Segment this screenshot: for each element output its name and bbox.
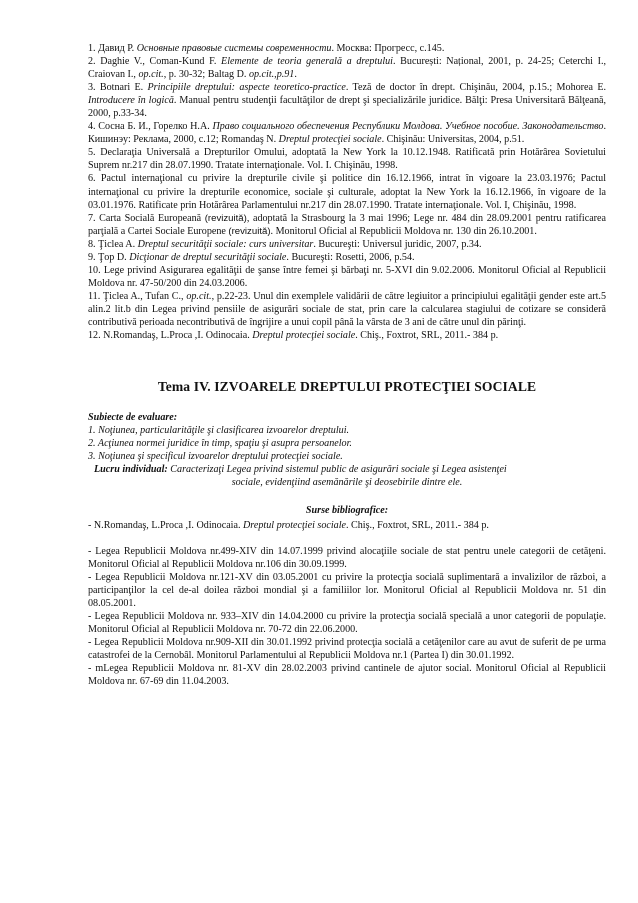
text-run: 7. Carta Socială Europeană bbox=[88, 212, 205, 224]
text-run: 4. Сосна Б. И., Горелко Н.А. bbox=[88, 121, 213, 133]
text-run: 8. Ţiclea A. bbox=[88, 238, 138, 250]
text-run: , adoptată la Strasbourg la 3 mai 1996; Lege nr. 484 din 28.09.2001 pentru ratificarea parţială a Cartei Sociale Europene bbox=[88, 212, 607, 237]
reference-item bbox=[88, 42, 606, 55]
law-item: - Legea Republicii Moldova nr.121-XV din 03.05.2001 cu privire la protecţia socială suplimentară a invalizilor de război, a participanţilor la cel de-al doilea război mondial şi a familiilor lor. Monitorul Oficial al Republicii Moldova nr. 51 din 08.05.2001. bbox=[88, 571, 606, 609]
bibliography-first bbox=[88, 519, 606, 532]
text-run: 10. Lege privind Asigurarea egalităţii de şanse între femei şi bărbaţi nr. 5-XVI din 9.02.2006. Monitorul Oficial al Republicii Moldova nr. 47-50/200 din 24.03.2006. bbox=[88, 264, 606, 289]
text-run: . Teză de doctor în drept. Chişinău, 2004, p.15.; Mohorea E. bbox=[345, 82, 607, 94]
text-run: . bbox=[294, 69, 297, 81]
text-run: 6. Pactul internaţional cu privire la drepturile civile şi politice din 16.12.1966, intrat în vigoare la 23.03.1976; Pactul internaţional cu privire la drepturile economice, sociale şi culturale, adoptat la New York la 16.12.1966, în vigoare de la 03.01.1976. Ratificate prin Hotărârea Parlamentului nr.217 din 28.07.1990. Tratate internaţionale. Vol. I, Chişinău, 1998. bbox=[88, 173, 606, 211]
reference-item bbox=[88, 251, 606, 264]
italic-text: Dreptul protecţiei sociale bbox=[243, 520, 346, 532]
text-run: . Manual pentru studenţii facultăţilor de drept şi specializările juridice. Bălţi: Presa Universitară Bălţeană, 2000, p.33-34. bbox=[88, 95, 606, 120]
evaluation-heading: Subiecte de evaluare: bbox=[88, 412, 178, 424]
italic-text: Elemente de teoria generală a dreptului bbox=[221, 56, 393, 68]
text-run: 12. N.Romandaş, L.Proca ,I. Odinocaia. bbox=[88, 330, 253, 342]
reference-item bbox=[88, 120, 606, 146]
evaluation-item: 1. Noţiunea, particularităţile şi clasificarea izvoarelor dreptului. bbox=[88, 425, 350, 437]
law-item: - Legea Republicii Moldova nr.499-XIV din 14.07.1999 privind alocaţiile sociale de stat pentru unele categorii de cetăţeni. Monitorul Oficial al Republicii Moldova nr.106 din 30.09.1999. bbox=[88, 545, 606, 570]
text-run: 5. Declaraţia Universală a Drepturilor Omului, adoptată la New York la 10.12.1948. Ratificată prin Hotărârea Sovietului Suprem nr.217 din 28.07.1990. Tratate internaţionale. Vol. I. Chişinău, 1998. bbox=[88, 147, 606, 172]
text-run: 3. Botnari E. bbox=[88, 82, 148, 94]
italic-text: Основные правовые системы современности bbox=[136, 43, 332, 54]
text-run: . Bucureşti: Universul juridic, 2007, p.34. bbox=[313, 238, 482, 250]
evaluation-item: 2. Acţiunea normei juridice în timp, spaţiu şi asupra persoanelor. bbox=[88, 438, 352, 450]
text-run: 1. Давид Р. bbox=[88, 43, 137, 54]
italic-text: Право социального обеспечения Республики Молдова. Учебное пособие. Законодательство bbox=[212, 121, 604, 133]
text-run: 11. Ţiclea A., Tufan C., bbox=[88, 290, 187, 302]
italic-text: op.cit.,p.91 bbox=[248, 69, 295, 81]
text-run: 2. Daghie V., Coman-Kund F. bbox=[88, 56, 222, 68]
evaluation-item: 3. Noţiunea şi specificul izvoarelor dreptului protecţiei sociale. bbox=[88, 451, 343, 463]
reference-item bbox=[88, 238, 606, 251]
text-run: , p.22-23. Unul din exemplele validării de către legiuitor a principiului egalităţii gender este art.5 alin.2 lit.b din Legea privind pensiile de asigurări sociale de stat, prin care la calcularea stagiului de cotizare se consideră contributivă perioada necontributivă de îngrijire a unui copil până la vârsta de 3 ani de către unul din părinţi. bbox=[88, 290, 606, 328]
references-list bbox=[88, 42, 606, 342]
reference-item bbox=[88, 146, 606, 172]
sans-text: (revizuită) bbox=[204, 212, 247, 224]
bibliography-heading: Surse bibliografice: bbox=[305, 505, 389, 517]
reference-item bbox=[88, 81, 606, 120]
italic-text: Dicţionar de dreptul securităţii sociale bbox=[129, 251, 287, 263]
individual-work-label: Lucru individual: bbox=[94, 464, 168, 476]
text-run: . Кишинэу: Реклама, 2000, с.12; Romandaş N. bbox=[88, 121, 606, 146]
text-run: . Bucureşti: Rosetti, 2006, p.54. bbox=[286, 251, 415, 263]
italic-text: Dreptul securităţii sociale: curs universitar bbox=[137, 238, 314, 250]
reference-item bbox=[88, 329, 606, 342]
italic-text: Principiile dreptului: aspecte teoretico-practice bbox=[147, 82, 346, 94]
text-run: . Chişinău: Universitas, 2004, p.51. bbox=[381, 134, 525, 146]
law-item: - Legea Republicii Moldova nr.909-XII din 30.01.1992 privind protecţia socială a cetăţenilor care au avut de suferit de pe urma catastrofei de la Cernobâl. Monitorul Parlamentului al Republicii Moldova nr.1 (Partea I) din 30.01.1992. bbox=[88, 636, 606, 661]
reference-item bbox=[88, 264, 606, 290]
sans-text: (revizuită) bbox=[228, 225, 271, 237]
individual-work-text: Caracterizaţi Legea privind sistemul public de asigurări sociale şi Legea asistenţei bbox=[170, 464, 507, 476]
theme-title: Tema IV. IZVOARELE DREPTULUI PROTECŢIEI SOCIALE bbox=[157, 379, 537, 395]
text-run: . Москва: Прогресс, с.145. bbox=[331, 43, 445, 54]
text-run: 9. Ţop D. bbox=[88, 251, 130, 263]
text-run: - N.Romandaş, L.Proca ,I. Odinocaia. bbox=[88, 520, 244, 532]
reference-item bbox=[88, 290, 606, 329]
text-run: . Monitorul Oficial al Republicii Moldova nr. 130 din 26.10.2001. bbox=[270, 225, 537, 237]
text-run: . Chiş., Foxtrot, SRL, 2011.- 384 p. bbox=[345, 520, 489, 532]
individual-work-text-cont: sociale, evidenţiind asemănările şi deosebirile dintre ele. bbox=[231, 477, 463, 489]
italic-text: Introducere în logică bbox=[88, 95, 174, 107]
individual-work bbox=[88, 463, 606, 476]
law-item: - Legea Republicii Moldova nr. 933–XIV din 14.04.2000 cu privire la protecţia socială specială a unor categorii de populaţie. Monitorul Oficial al Republicii Moldova nr. 70-72 din 22.06.2000. bbox=[88, 610, 606, 635]
italic-text: Dreptul protecţiei sociale bbox=[252, 330, 356, 342]
italic-text: op.cit. bbox=[186, 290, 212, 302]
text-run: . București: Național, 2001, p. 24-25; Ceterchi I., Craiovan I., bbox=[88, 56, 606, 81]
reference-item bbox=[88, 212, 606, 238]
text-run: , p. 30-32; Baltag D. bbox=[163, 69, 249, 81]
document-page bbox=[88, 42, 606, 688]
text-run: . Chiş., Foxtrot, SRL, 2011.- 384 p. bbox=[355, 330, 499, 342]
reference-item bbox=[88, 55, 606, 81]
italic-text: Dreptul protecţiei sociale bbox=[278, 134, 382, 146]
law-item: - mLegea Republicii Moldova nr. 81-XV din 28.02.2003 privind cantinele de ajutor social. Monitorul Oficial al Republicii Moldova nr. 67-69 din 11.04.2003. bbox=[88, 662, 606, 687]
reference-item bbox=[88, 172, 606, 211]
italic-text: op.cit. bbox=[138, 69, 164, 81]
